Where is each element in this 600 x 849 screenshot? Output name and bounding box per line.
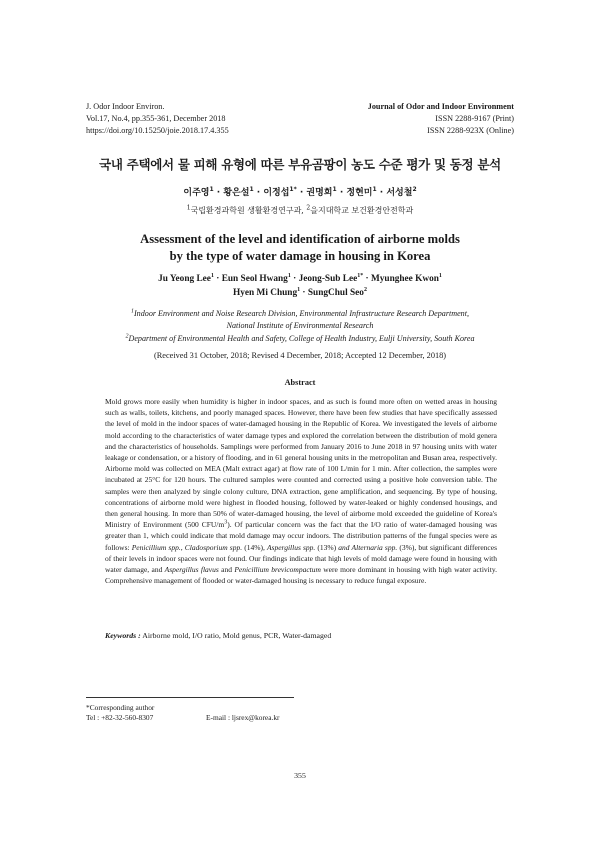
keywords-label: Keywords :: [105, 631, 141, 640]
abstract-text: Mold grows more easily when humidity is higher in indoor spaces, and as such is found more often on wetted areas in housing such as walls, toilets, kitchens, and poorly managed spaces. However, there have been few studies that have specifically assessed the level of mold in the indoor spaces of water-damaged housing in the Republic of Korea. We investigated the levels of airborne mold according to the characteristics of water damage types and explored the correlation between the distribution of mold genera and the characteristics of households. Samplings were performed from January 2016 to June 2018 in 97 housing units with water leakage or condensation, or a history of flooding, and in 61 general housing units in the metropolitan and Busan area, respectively. Airborne mold was collected on MEA (Malt extract agar) at flow rate of 100 L/min for 1 min. After collection, the samples were incubated at 25°C for 120 hours. The cultured samples were counted and corrected using a positive hole conversion table. The samples were then analyzed by single colony culture, DNA extraction, gene amplification, and sequencing. By type of housing, concentrations of airborne mold were highest in flooded housing, followed by water-leaked or highly condensed housings, and then general housing. In more than 50% of water-damaged housing, the level of airborne mold exceeded the guideline of Korea's Ministry of Environment (500 CFU/m: [105, 397, 497, 530]
kr-author-sup: 1: [332, 186, 337, 193]
en-author-sup: 1: [287, 272, 291, 279]
english-affiliations: [60, 308, 540, 345]
en-author: Hyen Mi Chung: [233, 287, 298, 298]
authors-line: [0, 287, 600, 301]
kr-author: 권명희: [306, 188, 333, 198]
abstract-text: (13%): [315, 542, 339, 552]
author-separator: ·: [336, 188, 347, 198]
abstract-text: and: [218, 565, 235, 575]
english-authors: [0, 273, 600, 300]
issn-online: ISSN 2288-923X (Online): [427, 126, 514, 136]
english-title: [0, 231, 600, 265]
en-author: Ju Yeong Lee: [158, 274, 211, 284]
kr-author-sup: 1*: [289, 186, 297, 193]
abstract-text: (3%), but significant differences of their levels in indoor spaces were not found. Our findings indicate that high levels of mold damage were found in housing with water damage, and: [105, 542, 497, 575]
aff-text: Indoor Environment and Noise Research Division, Environmental Infrastructure Research Department,: [133, 309, 469, 318]
journal-header-left: [86, 101, 229, 138]
aff-text: Department of Environmental Health and Safety, College of Health Industry, Eulji University, South Korea: [128, 333, 475, 343]
author-separator: ·: [290, 274, 299, 284]
aff-sup: 1: [186, 204, 191, 212]
journal-header-right: [368, 101, 514, 138]
en-author: SungChul Seo: [307, 287, 364, 298]
en-author-sup: 2: [363, 286, 367, 293]
unit-sup: 3: [224, 519, 228, 526]
korean-authors: [0, 185, 600, 198]
korean-title: 국내 주택에서 물 피해 유형에 따른 부유곰팡이 농도 수준 평가 및 동정 분석: [99, 157, 501, 172]
author-separator: ·: [213, 188, 224, 198]
abstract-text: (14%),: [242, 542, 267, 552]
kr-author-sup: 1: [372, 186, 377, 193]
author-separator: ·: [253, 188, 264, 198]
kr-author-sup: 2: [412, 186, 417, 193]
species-name: Aspergillus flavus: [164, 565, 219, 575]
kr-affiliation-1: 국립환경과학원 생활환경연구과,: [190, 206, 307, 215]
kr-author: 이정섭: [263, 188, 290, 198]
journal-abbrev: J. Odor Indoor Environ.: [86, 102, 165, 111]
en-author-sup: 1*: [357, 272, 364, 279]
author-separator: ·: [376, 188, 387, 198]
corresponding-label: *Corresponding author: [86, 703, 155, 712]
kr-author: 서성철: [386, 188, 413, 198]
en-author-sup: 1: [438, 272, 442, 279]
abstract-text: ). Of particular concern was the fact that the I/O ratio of water-damaged housing was greater than 1, which could indicate that mold damage may occur indoors. The distribution patterns of the fungal species were as follows:: [105, 520, 497, 552]
issn-print: ISSN 2288-9167 (Print): [435, 114, 514, 124]
corresponding-author-footnote: [86, 703, 280, 724]
species-name: Cladosporium spp.: [184, 542, 243, 552]
footnote-divider: [86, 697, 294, 698]
en-author-sup: 1: [297, 286, 301, 293]
contact-row: [86, 713, 280, 723]
author-separator: ·: [363, 274, 371, 284]
en-author: Jeong-Sub Lee: [298, 274, 358, 284]
en-author: Eun Seol Hwang: [221, 274, 288, 284]
title-line: by the type of water damage in housing in Korea: [169, 249, 431, 263]
keywords-text: Airborne mold, I/O ratio, Mold genus, PCR, Water-damaged: [140, 631, 332, 640]
title-line: Assessment of the level and identification of airborne molds: [140, 232, 460, 246]
author-separator: ·: [296, 188, 307, 198]
korean-affiliations: [0, 205, 600, 216]
kr-author-sup: 1: [249, 186, 254, 193]
doi-link[interactable]: https://doi.org/10.15250/joie.2018.17.4.355: [86, 126, 229, 136]
email-link[interactable]: E-mail : ljsrex@korea.kr: [206, 713, 280, 723]
species-name: and Alternaria spp.: [338, 542, 398, 552]
journal-name: Journal of Odor and Indoor Environment: [367, 102, 514, 111]
keywords: [105, 631, 497, 640]
kr-author: 정현미: [346, 188, 373, 198]
en-author-sup: 1: [210, 272, 214, 279]
kr-affiliation-2: 을지대학교 보건환경안전학과: [310, 206, 414, 215]
affiliation-2: [60, 333, 540, 345]
abstract-text: were more dominant in housing with high water activity. Comprehensive management of flooded or water-damaged housing is necessary to reduce fungal exposure.: [105, 565, 497, 586]
species-name: Penicillium spp.: [131, 542, 181, 552]
aff-sup: 2: [306, 204, 311, 212]
species-name: Penicillium brevicompactum: [234, 565, 321, 575]
abstract-heading: Abstract: [284, 378, 316, 387]
abstract-text: ,: [180, 542, 185, 552]
kr-author: 이주영: [183, 188, 210, 198]
en-author: Myunghee Kwon: [370, 274, 439, 284]
kr-author-sup: 1: [209, 186, 214, 193]
affiliation-1: [60, 308, 540, 320]
received-dates: (Received 31 October, 2018; Revised 4 December, 2018; Accepted 12 December, 2018): [153, 351, 447, 360]
affiliation-1-cont: National Institute of Environmental Research: [226, 321, 374, 331]
author-separator: ·: [300, 287, 308, 298]
telephone: Tel : +82-32-560-8307: [86, 713, 154, 723]
volume-info: Vol.17, No.4, pp.355-361, December 2018: [86, 114, 226, 124]
author-separator: ·: [213, 274, 222, 284]
species-name: Aspergillus spp.: [266, 542, 316, 552]
kr-author: 황은설: [223, 188, 250, 198]
aff-sup: 2: [125, 333, 129, 340]
authors-line: [0, 273, 600, 287]
aff-sup: 1: [130, 308, 134, 315]
abstract-body: [105, 396, 497, 586]
page-number: 355: [294, 771, 306, 780]
